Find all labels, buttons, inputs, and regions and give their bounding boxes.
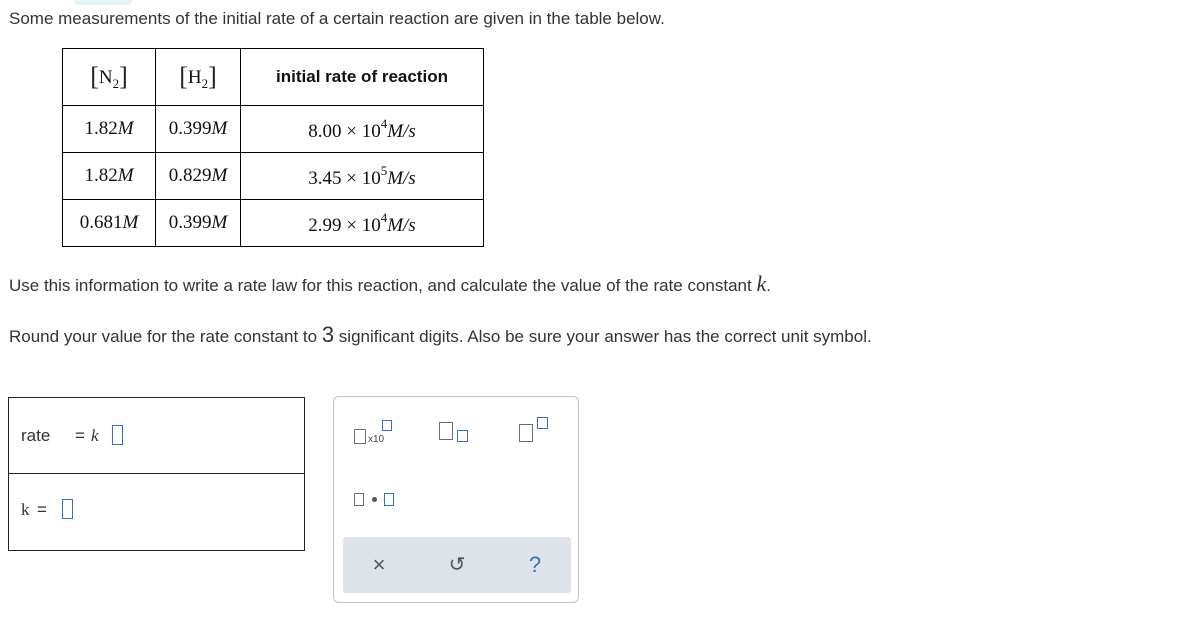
base-slot-icon [439, 422, 453, 440]
top-tab-indicator [74, 0, 132, 5]
cell-h2: 0.399M [156, 106, 241, 153]
k-label: k [21, 500, 30, 519]
exponent-slot-icon [382, 420, 392, 431]
rate-data-table [62, 48, 484, 247]
help-icon[interactable]: ? [528, 552, 542, 577]
cell-h2: 0.829M [156, 153, 241, 200]
palette-actions [343, 537, 571, 593]
cell-n2: 1.82M [63, 153, 156, 200]
table-row [63, 200, 484, 247]
k-value-row [9, 474, 304, 550]
multiply-dot-button[interactable] [354, 491, 398, 509]
math-palette [333, 396, 579, 603]
right-slot-icon [384, 493, 394, 506]
cell-n2: 1.82M [63, 106, 156, 153]
header-rate: initial rate of reaction [241, 49, 484, 106]
header-h2: $[H_2]$ [156, 49, 241, 106]
instruction-text: Use this information to write a rate law for this reaction, and calculate the value of the rate constant k. [9, 271, 771, 296]
k-symbol: k [91, 426, 99, 445]
subscript-button[interactable] [439, 422, 473, 450]
header-n2: $[N_2]$ [63, 49, 156, 106]
subscript-slot-icon [457, 430, 468, 442]
equals-sign: = [75, 426, 85, 445]
undo-icon[interactable]: ↺ [448, 554, 466, 576]
table-row [63, 153, 484, 200]
intro-text: Some measurements of the initial rate of a certain reaction are given in the table below. [9, 9, 665, 28]
cell-rate: $8.00 \times 10^4M/s$ [241, 106, 484, 153]
cell-h2: 0.399M [156, 200, 241, 247]
base-slot-icon [354, 429, 366, 444]
k-value-input[interactable] [62, 499, 73, 519]
clear-icon[interactable]: × [372, 552, 386, 577]
superscript-button[interactable] [519, 417, 553, 447]
superscript-slot-icon [537, 417, 548, 429]
scientific-notation-button[interactable] [354, 417, 394, 447]
left-slot-icon [354, 493, 364, 506]
cell-n2: 0.681M [63, 200, 156, 247]
cell-rate: $2.99 \times 10^4M/s$ [241, 200, 484, 247]
cell-rate: $3.45 \times 10^5M/s$ [241, 153, 484, 200]
x10-label: x10 [368, 434, 385, 445]
rate-law-input[interactable] [112, 425, 123, 445]
rate-label: rate [21, 426, 51, 445]
equals-sign: = [37, 500, 47, 519]
base-slot-icon [519, 424, 533, 442]
table-row [63, 106, 484, 153]
answer-panel [8, 397, 305, 551]
dot-icon [372, 497, 377, 502]
rate-law-row [9, 398, 304, 474]
table-header-row [63, 49, 484, 106]
rounding-instruction: Round your value for the rate constant to 3 significant digits. Also be sure your answer has the correct unit symbol. [9, 322, 872, 347]
